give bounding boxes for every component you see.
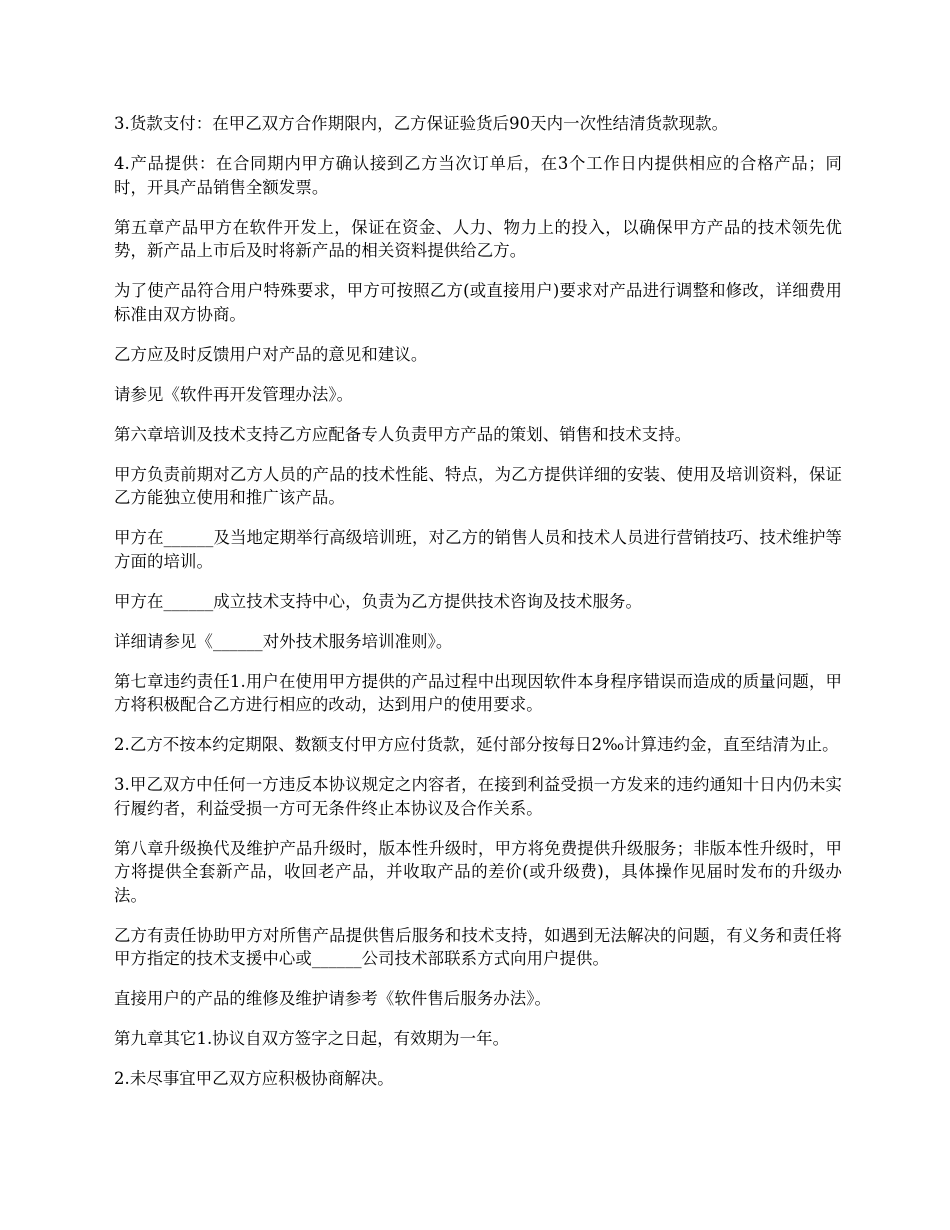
paragraph-after-sales-duty: 乙方有责任协助甲方对所售产品提供售后服务和技术支持，如遇到无法解决的问题，有义务和责任将甲方指定的技术支援中心或______公司技术部联系方式向用户提供。 — [114, 925, 842, 968]
paragraph-late-payment: 2.乙方不按本约定期限、数额支付甲方应付货款，延付部分按每日2‰计算违约金，直至结清为止。 — [114, 735, 839, 754]
paragraph-support-center: 甲方在______成立技术支持中心，负责为乙方提供技术咨询及技术服务。 — [114, 591, 642, 611]
paragraph-chapter-9: 第九章其它1.协议自双方签字之日起，有效期为一年。 — [114, 1029, 510, 1048]
paragraph-training-materials: 甲方负责前期对乙方人员的产品的技术性能、特点，为乙方提供详细的安装、使用及培训资料，保证乙方能独立使用和推广该产品。 — [114, 464, 842, 507]
paragraph-chapter-5: 第五章产品甲方在软件开发上，保证在资金、人力、物力上的投入，以确保甲方产品的技术领先优势，新产品上市后及时将新产品的相关资料提供给乙方。 — [114, 217, 842, 260]
paragraph-breach-termination: 3.甲乙双方中任何一方违反本协议规定之内容者，在接到利益受损一方发来的违约通知十日内仍未实行履约者，利益受损一方可无条件终止本协议及合作关系。 — [114, 775, 842, 818]
paragraph-redevelopment-reference: 请参见《软件再开发管理办法》。 — [114, 384, 354, 404]
paragraph-unresolved-matters: 2.未尽事宜甲乙双方应积极协商解决。 — [114, 1069, 394, 1088]
paragraph-chapter-8: 第八章升级换代及维护产品升级时，版本性升级时，甲方将免费提供升级服务；非版本性升级时，甲方将提供全套新产品，收回老产品，并收取产品的差价(或升级费)，具体操作见届时发布的升级办法。 — [114, 838, 842, 905]
paragraph-feedback: 乙方应及时反馈用户对产品的意见和建议。 — [114, 344, 428, 364]
paragraph-chapter-7: 第七章违约责任1.用户在使用甲方提供的产品过程中出现因软件本身程序错误而造成的质量问题，甲方将积极配合乙方进行相应的改动，达到用户的使用要求。 — [114, 671, 842, 714]
paragraph-product-supply: 4.产品提供：在合同期内甲方确认接到乙方当次订单后，在3个工作日内提供相应的合格产品；同时，开具产品销售全额发票。 — [114, 154, 842, 197]
paragraph-service-guidelines: 详细请参见《______对外技术服务培训准则》。 — [114, 631, 453, 651]
paragraph-payment: 3.货款支付：在甲乙双方合作期限内，乙方保证验货后90天内一次性结清货款现款。 — [114, 114, 729, 133]
paragraph-training-classes: 甲方在______及当地定期举行高级培训班，对乙方的销售人员和技术人员进行营销技巧、技术维护等方面的培训。 — [114, 528, 842, 571]
paragraph-custom-requirements: 为了使产品符合用户特殊要求，甲方可按照乙方(或直接用户)要求对产品进行调整和修改，详细费用标准由双方协商。 — [114, 281, 842, 324]
paragraph-maintenance-reference: 直接用户的产品的维修及维护请参考《软件售后服务办法》。 — [114, 989, 552, 1008]
document-page — [114, 112, 842, 1107]
paragraph-chapter-6: 第六章培训及技术支持乙方应配备专人负责甲方产品的策划、销售和技术支持。 — [114, 424, 692, 444]
